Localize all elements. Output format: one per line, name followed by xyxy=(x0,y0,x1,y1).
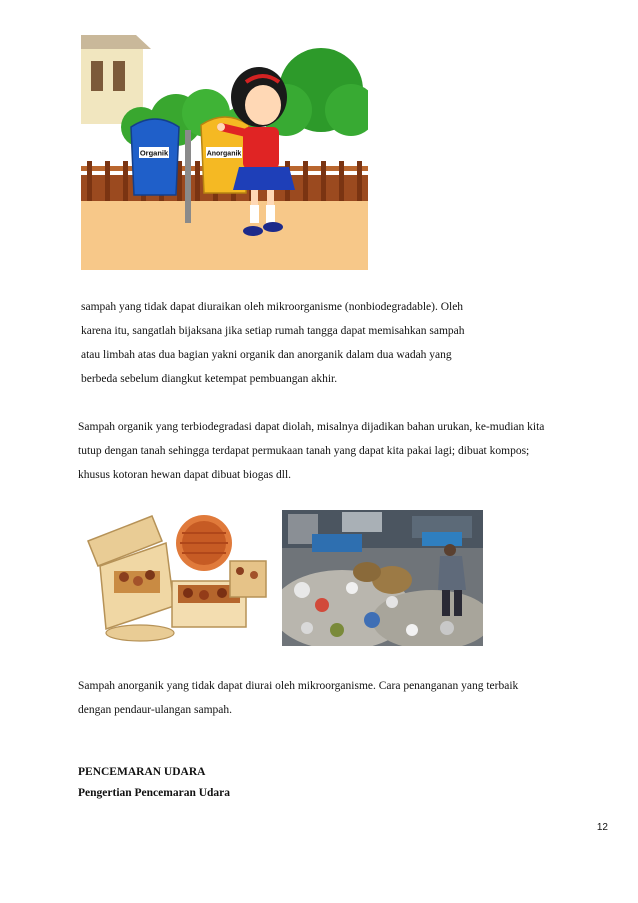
paragraph-line: dengan pendaur-ulangan sampah. xyxy=(78,704,233,716)
paragraph-line: tutup dengan tanah sehingga terdapat permukaan tanah yang dapat kita pakai lagi; dibuat kompos; xyxy=(78,445,530,457)
sub-heading: Pengertian Pencemaran Udara xyxy=(78,787,231,799)
waste-sorting-illustration xyxy=(81,35,368,270)
ground xyxy=(81,201,368,270)
organic-bin xyxy=(131,119,179,195)
paragraph-line: atau limbah atas dua bagian yakni organik dan anorganik dalam dua wadah yang xyxy=(81,349,452,361)
inorganic-bin-label: Anorganik xyxy=(206,150,242,158)
paragraph-organic-waste xyxy=(78,415,544,487)
section-heading: PENCEMARAN UDARA xyxy=(78,766,206,778)
organic-bin-label: Organik xyxy=(139,148,169,158)
bin-post xyxy=(185,130,191,223)
paragraph-line: khusus kotoran hewan dapat dibuat biogas dll. xyxy=(78,469,292,481)
paragraph-line: Sampah organik yang terbiodegradasi dapat diolah, misalnya dijadikan bahan urukan, ke-mudian kita xyxy=(78,421,545,433)
paragraph-line: sampah yang tidak dapat diuraikan oleh mikroorganisme (nonbiodegradable). Oleh xyxy=(81,301,464,313)
paragraph-inorganic-waste xyxy=(78,674,518,722)
wooden-boxes-photo xyxy=(80,511,272,643)
paragraph-line: berbeda sebelum diangkut ketempat pembuangan akhir. xyxy=(81,373,338,385)
landfill-photo xyxy=(282,510,483,646)
paragraph-line: Sampah anorganik yang tidak dapat diurai oleh mikroorganisme. Cara penanganan yang terbaik xyxy=(78,680,519,692)
paragraph-nonbiodegradable xyxy=(81,295,465,391)
paragraph-line: karena itu, sangatlah bijaksana jika setiap rumah tangga dapat memisahkan sampah xyxy=(81,325,465,337)
page-number: 12 xyxy=(596,822,608,833)
